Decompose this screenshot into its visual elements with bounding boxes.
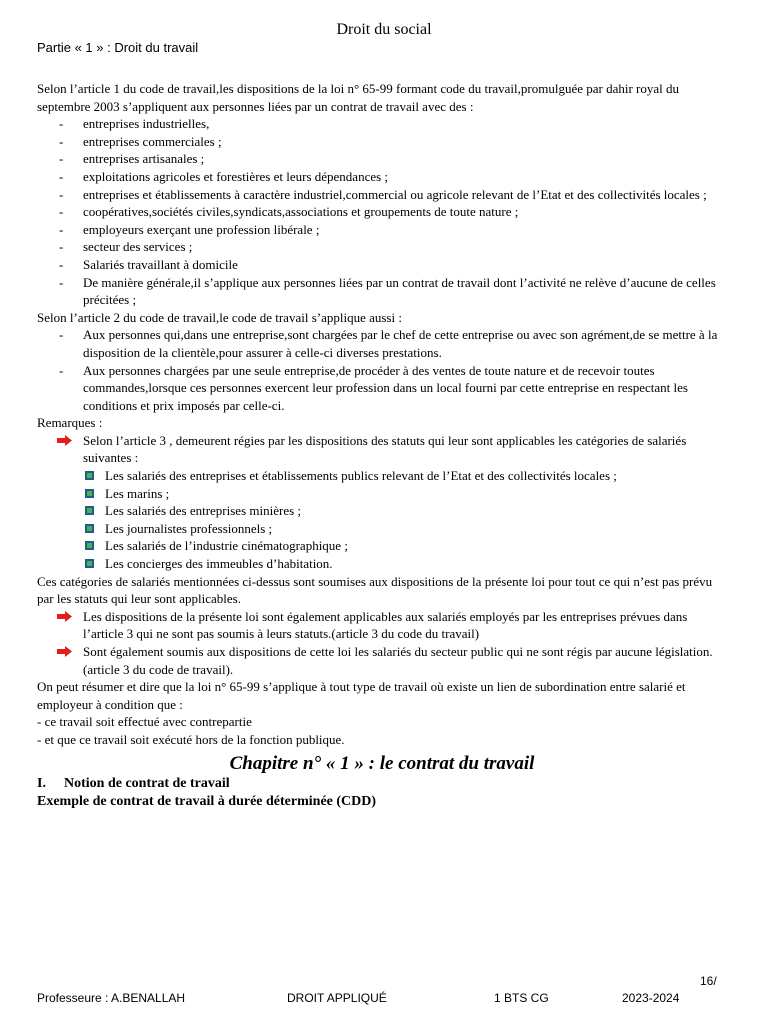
condition-line: - ce travail soit effectué avec contrepartie	[37, 714, 252, 730]
list-item	[37, 537, 727, 555]
square-bullet-icon	[85, 471, 94, 480]
remark-text: Les dispositions de la présente loi sont également applicables aux salariés employés par les entreprises prévues dans l’article 3 qui ne sont pas soumis à leurs statuts.(article 3 du code du travail)	[83, 608, 688, 642]
list-item: - De manière générale,il s’applique aux personnes liées par un contrat de travail dont l’activité ne relève d’aucune de celles précitées ;	[37, 274, 727, 309]
list-item: - entreprises artisanales ;	[37, 150, 727, 168]
red-arrow-icon	[57, 611, 72, 622]
list-item: - secteur des services ;	[37, 238, 727, 256]
article-2-paragraph: Selon l’article 2 du code de travail,le code de travail s’applique aussi :	[37, 309, 402, 325]
footer-subject: DROIT APPLIQUÉ	[287, 991, 387, 1005]
list-item	[37, 608, 727, 643]
red-arrow-icon	[57, 435, 72, 446]
list-article-2	[37, 326, 727, 414]
list-item	[37, 502, 727, 520]
remark-list-1	[37, 432, 727, 467]
list-item-text: Les journalistes professionnels ;	[105, 520, 273, 536]
list-item: - Aux personnes chargées par une seule entreprise,de procéder à des ventes de toute nature et de recevoir toutes commandes,lorsque ces personnes exercent leur profession dans un local fourni par cette entreprise en respectant les conditions et prix imposés par celle-ci.	[37, 362, 727, 415]
square-bullet-icon	[85, 506, 94, 515]
square-bullet-icon	[85, 524, 94, 533]
section-heading	[37, 775, 727, 793]
red-arrow-icon	[57, 646, 72, 657]
list-item: - Aux personnes qui,dans une entreprise,sont chargées par le chef de cette entreprise ou avec son agrément,de se mettre à la disposition de la clientèle,pour assurer à celle-ci diverses prestations.	[37, 326, 727, 361]
list-item-text: Les salariés des entreprises et établissements publics relevant de l’Etat et des collectivités locales ;	[105, 468, 617, 484]
condition-line: - et que ce travail soit exécuté hors de la fonction publique.	[37, 731, 345, 747]
list-item	[37, 432, 727, 467]
list-item-text: Les salariés des entreprises minières ;	[105, 503, 302, 519]
list-item-text: Les concierges des immeubles d’habitation.	[105, 556, 333, 572]
remark-list-2	[37, 608, 727, 678]
page-subtitle: Partie « 1 » : Droit du travail	[37, 40, 199, 55]
page-footer	[37, 991, 737, 1007]
list-item	[37, 555, 727, 573]
square-bullet-icon	[85, 541, 94, 550]
page-number: 16/	[700, 974, 717, 988]
square-bullet-icon	[85, 559, 94, 568]
list-item	[37, 520, 727, 538]
list-item	[37, 485, 727, 503]
remarques-label: Remarques :	[37, 415, 103, 431]
intro-paragraph: Selon l’article 1 du code de travail,les dispositions de la loi n° 65-99 formant code du travail,promulguée par dahir royal du septembre 2003 s’appliquent aux personnes liées par un contrat de travail avec des :	[37, 81, 680, 114]
list-item: - entreprises industrielles,	[37, 115, 727, 133]
remark-text: Selon l’article 3 , demeurent régies par les dispositions des statuts qui leur sont applicables les catégories de salariés suivantes :	[83, 432, 687, 466]
example-heading: Exemple de contrat de travail à durée déterminée (CDD)	[37, 793, 377, 809]
footer-year: 2023-2024	[622, 991, 680, 1005]
list-item	[37, 467, 727, 485]
list-item: - entreprises commerciales ;	[37, 133, 727, 151]
list-item: - coopératives,sociétés civiles,syndicats,associations et groupements de toute nature ;	[37, 203, 727, 221]
summary-paragraph: On peut résumer et dire que la loi n° 65-99 s’applique à tout type de travail où existe un lien de subordination entre salarié et employeur à condition que :	[37, 679, 686, 712]
chapter-title: Chapitre n° « 1 » : le contrat du travail	[229, 752, 535, 774]
section-title: Notion de contrat de travail	[64, 775, 230, 791]
footer-class: 1 BTS CG	[494, 991, 549, 1005]
list-item-text: Les marins ;	[105, 485, 170, 501]
list-item: - Salariés travaillant à domicile	[37, 256, 727, 274]
list-article-1	[37, 115, 727, 309]
list-item: - entreprises et établissements à caractère industriel,commercial ou agricole relevant de l’Etat et des collectivités locales ;	[37, 186, 727, 204]
list-item	[37, 643, 727, 678]
remark-text: Sont également soumis aux dispositions de cette loi les salariés du secteur public qui ne sont régis par aucune législation.(article 3 du code de travail).	[83, 644, 713, 677]
square-bullet-icon	[85, 489, 94, 498]
list-item: - exploitations agricoles et forestières et leurs dépendances ;	[37, 168, 727, 186]
list-item: - employeurs exerçant une profession libérale ;	[37, 221, 727, 239]
section-number: I.	[37, 775, 46, 791]
excluded-categories-list	[37, 467, 727, 573]
list-item-text: Les salariés de l’industrie cinématographique ;	[105, 538, 348, 554]
categories-paragraph: Ces catégories de salariés mentionnées ci-dessus sont soumises aux dispositions de la présente loi pour tout ce qui n’est pas prévu par les statuts qui leur sont applicables.	[37, 573, 713, 607]
footer-professor: Professeure : A.BENALLAH	[37, 991, 186, 1005]
document-body	[37, 80, 727, 811]
page-title: Droit du social	[336, 21, 432, 38]
